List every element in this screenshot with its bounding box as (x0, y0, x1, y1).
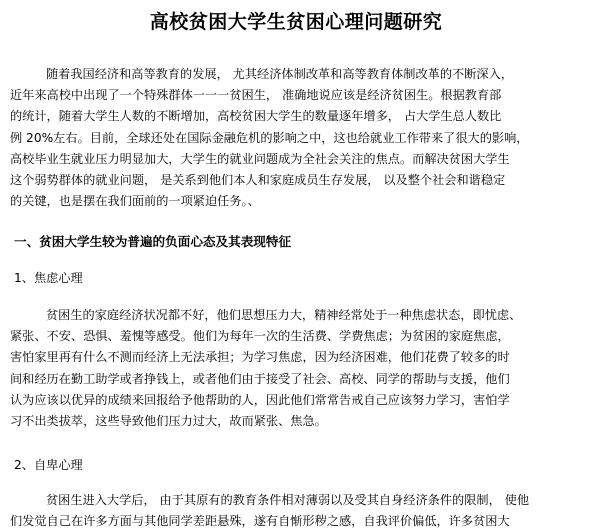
paragraph-line: 例 20%左右。目前，全球还处在国际金融危机的影响之中，这也给就业工作带来了很大的影响， (10, 130, 529, 145)
paragraph-line: 贫困生的家庭经济状况都不好，他们思想压力大，精神经常处于一种焦虑状态，即忧虑、 (46, 308, 522, 322)
paragraph-line: 们发觉自己在许多方面与其他同学差距悬殊，遂有自惭形秽之感，自我评价偏低，许多贫困大 (10, 514, 510, 529)
paragraph-line: 这个弱势群体的就业问题， 是关系到他们本人和家庭成员生存发展， 以及整个社会和谐稳定 (10, 173, 506, 188)
paragraph-line: 高校毕业生就业压力明显加大，大学生的就业问题成为全社会关注的焦点。而解决贫困大学生 (10, 151, 510, 166)
paragraph-line: 认为应该以优异的成绩来回报给予他帮助的人，因此他们常常告戒自己应该努力学习，害怕学 (10, 392, 510, 407)
paragraph-line: 近年来高校中出现了一个特殊群体一一一贫困生， 准确地说应该是经济贫困生。根据教育部 (10, 88, 502, 103)
intro-paragraph (10, 64, 584, 212)
paragraph-line: 的统计，随着大学生人数的不断增加，高校贫困大学生的数量逐年增多， 占大学生总人数比 (10, 109, 502, 124)
paragraph-line: 间和经历在勤工助学或者挣钱上，或者他们由于接受了社会、高校、同学的帮助与支援，他们 (10, 371, 510, 386)
anxiety-paragraph (10, 305, 584, 432)
paragraph-line: 害怕家里再有什么不测而经济上无法承担；为学习焦虑，因为经济困难，他们花费了较多的时 (10, 350, 510, 365)
paragraph-line: 习不出类拔萃，这些导致他们压力过大，故而紧张、焦急。 (10, 414, 327, 429)
document-title: 高校贫困大学生贫困心理问题研究 (149, 11, 443, 33)
subsection-heading: 2、自卑心理 (14, 458, 83, 472)
paragraph-line: 贫困生进入大学后， 由于其原有的教育条件相对薄弱以及受其自身经济条件的限制， 使他 (46, 493, 530, 507)
paragraph-line: 随着我国经济和高等教育的发展， 尤其经济体制改革和高等教育体制改革的不断深入， (46, 67, 513, 81)
paragraph-line: 的关键，也是摆在我们面前的一项紧迫任务。、 (10, 194, 260, 209)
section-heading: 一、贫困大学生较为普遍的负面心态及其表现特征 (14, 234, 292, 249)
inferiority-paragraph (10, 490, 584, 532)
paragraph-line: 紧张、不安、恐惧、羞愧等感受。他们为每年一次的生活费、学费焦虑；为贫困的家庭焦虑， (10, 329, 510, 344)
subsection-heading: 1、焦虑心理 (14, 271, 83, 285)
